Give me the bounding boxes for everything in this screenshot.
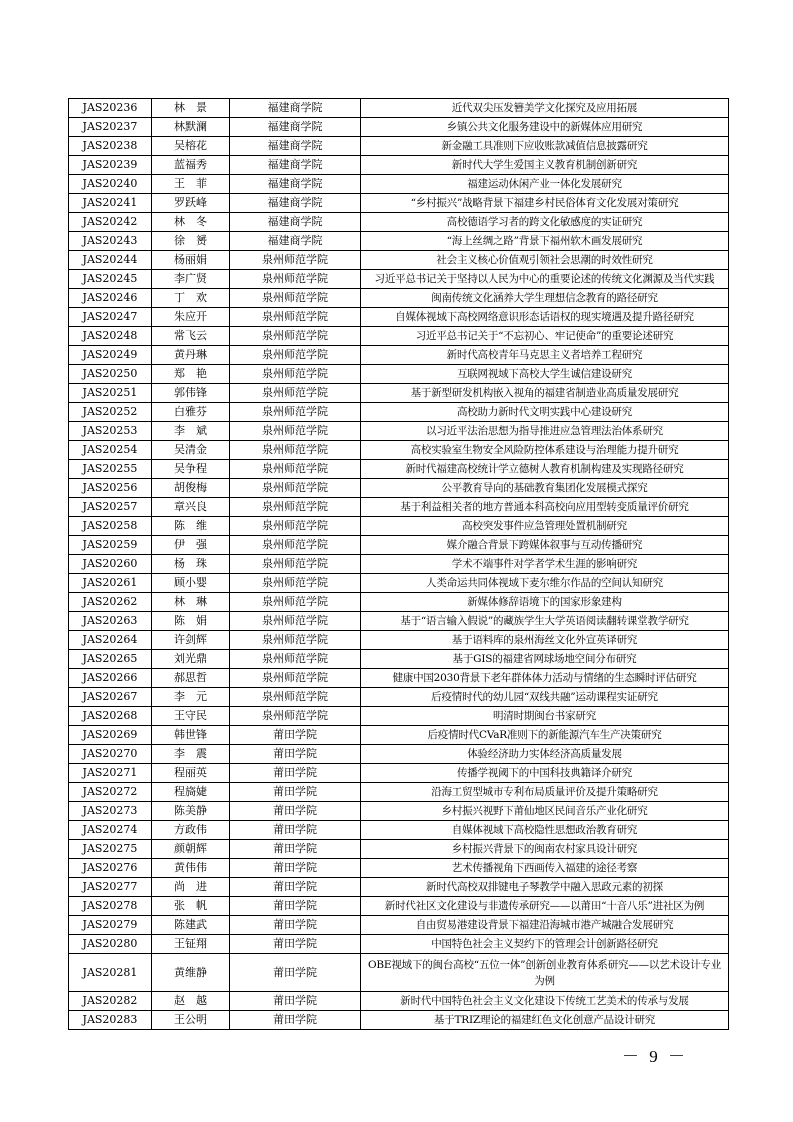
institution-cell: 莆田学院 [230,783,361,802]
institution-cell: 莆田学院 [230,859,361,878]
applicant-name-cell: 吴争程 [152,460,230,479]
project-code-cell: JAS20258 [69,517,152,536]
project-code-cell: JAS20240 [69,175,152,194]
project-code-cell: JAS20273 [69,802,152,821]
institution-cell: 莆田学院 [230,897,361,916]
applicant-name-cell: 黄丹琳 [152,346,230,365]
project-title-cell: 传播学视阈下的中国科技典籍译介研究 [361,764,729,783]
project-title-cell: 媒介融合背景下跨媒体叙事与互动传播研究 [361,536,729,555]
institution-cell: 泉州师范学院 [230,308,361,327]
table-row [69,783,729,802]
table-row [69,137,729,156]
project-title-cell: 中国特色社会主义契约下的管理会计创新路径研究 [361,935,729,954]
table-row [69,954,729,992]
applicant-name-cell: 王钲翔 [152,935,230,954]
project-code-cell: JAS20282 [69,992,152,1011]
institution-cell: 泉州师范学院 [230,669,361,688]
project-title-cell: 新时代高校青年马克思主义者培养工程研究 [361,346,729,365]
applicant-name-cell: 陈 娟 [152,612,230,631]
table-row [69,536,729,555]
table-row [69,251,729,270]
project-title-cell: 习近平总书记关于“不忘初心、牢记使命”的重要论述研究 [361,327,729,346]
project-code-cell: JAS20245 [69,270,152,289]
applicant-name-cell: 罗跃峰 [152,194,230,213]
project-code-cell: JAS20243 [69,232,152,251]
project-title-cell: 自由贸易港建设背景下福建沿海城市港产城融合发展研究 [361,916,729,935]
table-row [69,631,729,650]
table-row [69,517,729,536]
table-row [69,498,729,517]
institution-cell: 泉州师范学院 [230,384,361,403]
table-row [69,175,729,194]
applicant-name-cell: 胡俊梅 [152,479,230,498]
institution-cell: 泉州师范学院 [230,536,361,555]
table-row [69,384,729,403]
project-code-cell: JAS20267 [69,688,152,707]
applicant-name-cell: 林 冬 [152,213,230,232]
project-title-cell: 新时代社区文化建设与非遗传承研究——以莆田“十音八乐”进社区为例 [361,897,729,916]
applicant-name-cell: 陈美静 [152,802,230,821]
institution-cell: 莆田学院 [230,1011,361,1030]
table-row [69,441,729,460]
table-row [69,612,729,631]
applicant-name-cell: 林默澜 [152,118,230,137]
project-code-cell: JAS20269 [69,726,152,745]
project-title-cell: 闽南传统文化涵养大学生理想信念教育的路径研究 [361,289,729,308]
applicant-name-cell: 许剑辉 [152,631,230,650]
project-title-cell: “海上丝绸之路”背景下福州软木画发展研究 [361,232,729,251]
institution-cell: 泉州师范学院 [230,707,361,726]
project-title-cell: 互联网视域下高校大学生诚信建设研究 [361,365,729,384]
project-title-cell: 基于语料库的泉州海丝文化外宣英译研究 [361,631,729,650]
applicant-name-cell: 郭伟锋 [152,384,230,403]
project-title-cell: 新时代大学生爱国主义教育机制创新研究 [361,156,729,175]
project-title-cell: 新时代中国特色社会主义文化建设下传统工艺美术的传承与发展 [361,992,729,1011]
project-title-cell: 新金融工具准则下应收账款减值信息披露研究 [361,137,729,156]
project-title-cell: 新时代高校双排键电子琴教学中融入思政元素的初探 [361,878,729,897]
institution-cell: 泉州师范学院 [230,574,361,593]
applicant-name-cell: 张 帆 [152,897,230,916]
table-row [69,897,729,916]
table-row [69,460,729,479]
project-code-cell: JAS20252 [69,403,152,422]
institution-cell: 莆田学院 [230,802,361,821]
project-title-cell: 学术不端事件对学者学术生涯的影响研究 [361,555,729,574]
applicant-name-cell: 方政伟 [152,821,230,840]
project-code-cell: JAS20271 [69,764,152,783]
applicant-name-cell: 朱应开 [152,308,230,327]
institution-cell: 福建商学院 [230,232,361,251]
project-title-cell: 健康中国2030背景下老年群体体力活动与情绪的生态瞬时评估研究 [361,669,729,688]
table-row [69,593,729,612]
project-code-cell: JAS20259 [69,536,152,555]
applicant-name-cell: 吴榕花 [152,137,230,156]
institution-cell: 莆田学院 [230,935,361,954]
table-row [69,802,729,821]
table-row [69,365,729,384]
applicant-name-cell: 陈建武 [152,916,230,935]
institution-cell: 莆田学院 [230,726,361,745]
project-code-cell: JAS20281 [69,954,152,992]
project-title-cell: “乡村振兴”战略背景下福建乡村民俗体育文化发展对策研究 [361,194,729,213]
applicant-name-cell: 程丽英 [152,764,230,783]
table-row [69,194,729,213]
institution-cell: 泉州师范学院 [230,555,361,574]
institution-cell: 泉州师范学院 [230,593,361,612]
applicant-name-cell: 程旖婕 [152,783,230,802]
applicant-name-cell: 刘光鼎 [152,650,230,669]
table-row [69,403,729,422]
project-code-cell: JAS20272 [69,783,152,802]
table-row [69,289,729,308]
applicant-name-cell: 王公明 [152,1011,230,1030]
project-title-cell: 社会主义核心价值观引领社会思潮的时效性研究 [361,251,729,270]
institution-cell: 莆田学院 [230,954,361,992]
project-code-cell: JAS20270 [69,745,152,764]
project-code-cell: JAS20248 [69,327,152,346]
project-code-cell: JAS20246 [69,289,152,308]
applicant-name-cell: 郝思哲 [152,669,230,688]
table-row [69,764,729,783]
project-code-cell: JAS20250 [69,365,152,384]
project-code-cell: JAS20279 [69,916,152,935]
institution-cell: 莆田学院 [230,878,361,897]
institution-cell: 泉州师范学院 [230,403,361,422]
project-code-cell: JAS20264 [69,631,152,650]
applicant-name-cell: 林 琳 [152,593,230,612]
project-code-cell: JAS20265 [69,650,152,669]
project-title-cell: 后疫情时代CVaR准则下的新能源汽车生产决策研究 [361,726,729,745]
institution-cell: 泉州师范学院 [230,441,361,460]
table-row [69,726,729,745]
project-code-cell: JAS20277 [69,878,152,897]
project-title-cell: 自媒体视域下高校隐性思想政治教育研究 [361,821,729,840]
institution-cell: 泉州师范学院 [230,251,361,270]
applicant-name-cell: 丁 欢 [152,289,230,308]
institution-cell: 泉州师范学院 [230,498,361,517]
applicant-name-cell: 杨 珠 [152,555,230,574]
table-row [69,308,729,327]
project-title-cell: 明清时期闽台书家研究 [361,707,729,726]
institution-cell: 泉州师范学院 [230,365,361,384]
institution-cell: 泉州师范学院 [230,517,361,536]
institution-cell: 泉州师范学院 [230,479,361,498]
project-title-cell: 艺术传播视角下西画传入福建的途径考察 [361,859,729,878]
table-row [69,422,729,441]
table-row [69,346,729,365]
project-code-cell: JAS20244 [69,251,152,270]
project-title-cell: 近代双尖压发簪美学文化探究及应用拓展 [361,99,729,118]
institution-cell: 莆田学院 [230,916,361,935]
project-title-cell: 基于新型研发机构嵌入视角的福建省制造业高质量发展研究 [361,384,729,403]
project-title-cell: 习近平总书记关于坚持以人民为中心的重要论述的传统文化渊源及当代实践 [361,270,729,289]
table-row [69,935,729,954]
project-code-cell: JAS20275 [69,840,152,859]
project-title-cell: 基于GIS的福建省网球场地空间分布研究 [361,650,729,669]
project-code-cell: JAS20260 [69,555,152,574]
table-row [69,688,729,707]
project-title-cell: 新媒体修辞语境下的国家形象建构 [361,593,729,612]
table-row [69,213,729,232]
project-code-cell: JAS20241 [69,194,152,213]
table-row [69,745,729,764]
table-row [69,1011,729,1030]
project-code-cell: JAS20280 [69,935,152,954]
applicant-name-cell: 李 元 [152,688,230,707]
table-row [69,574,729,593]
institution-cell: 泉州师范学院 [230,650,361,669]
institution-cell: 莆田学院 [230,745,361,764]
applicant-name-cell: 李广贤 [152,270,230,289]
project-title-cell: 新时代福建高校统计学立德树人教育机制构建及实现路径研究 [361,460,729,479]
project-code-cell: JAS20251 [69,384,152,403]
institution-cell: 泉州师范学院 [230,688,361,707]
project-title-cell: 人类命运共同体视域下麦尔维尔作品的空间认知研究 [361,574,729,593]
project-code-cell: JAS20239 [69,156,152,175]
applicant-name-cell: 郑 艳 [152,365,230,384]
project-title-cell: 自媒体视域下高校网络意识形态话语权的现实境遇及提升路径研究 [361,308,729,327]
project-code-cell: JAS20274 [69,821,152,840]
project-title-cell: 福建运动休闲产业一体化发展研究 [361,175,729,194]
institution-cell: 泉州师范学院 [230,270,361,289]
table-row [69,99,729,118]
project-title-cell: 高校突发事件应急管理处置机制研究 [361,517,729,536]
project-title-cell: 乡村振兴视野下莆仙地区民间音乐产业化研究 [361,802,729,821]
table-row [69,859,729,878]
project-code-cell: JAS20278 [69,897,152,916]
institution-cell: 莆田学院 [230,764,361,783]
institution-cell: 福建商学院 [230,175,361,194]
applicant-name-cell: 王 菲 [152,175,230,194]
project-code-cell: JAS20237 [69,118,152,137]
applicant-name-cell: 吴清金 [152,441,230,460]
table-row [69,156,729,175]
institution-cell: 福建商学院 [230,137,361,156]
project-title-cell: OBE视域下的闽台高校“五位一体”创新创业教育体系研究——以艺术设计专业为例 [361,954,729,992]
institution-cell: 泉州师范学院 [230,612,361,631]
table-row [69,821,729,840]
institution-cell: 福建商学院 [230,194,361,213]
table-row [69,479,729,498]
project-title-cell: 基于“语言输入假说”的藏族学生大学英语阅读翻转课堂教学研究 [361,612,729,631]
applicant-name-cell: 白雅芬 [152,403,230,422]
institution-cell: 泉州师范学院 [230,327,361,346]
project-code-cell: JAS20254 [69,441,152,460]
applicant-name-cell: 章兴良 [152,498,230,517]
institution-cell: 泉州师范学院 [230,422,361,441]
project-title-cell: 乡镇公共文化服务建设中的新媒体应用研究 [361,118,729,137]
applicant-name-cell: 陈 维 [152,517,230,536]
institution-cell: 莆田学院 [230,821,361,840]
applicant-name-cell: 黄伟伟 [152,859,230,878]
institution-cell: 福建商学院 [230,156,361,175]
project-title-cell: 后疫情时代的幼儿园“双线共融”运动课程实证研究 [361,688,729,707]
applicant-name-cell: 李 斌 [152,422,230,441]
applicant-name-cell: 杨丽娟 [152,251,230,270]
project-table-body [69,99,729,1030]
applicant-name-cell: 赵 越 [152,992,230,1011]
institution-cell: 莆田学院 [230,992,361,1011]
applicant-name-cell: 蓝福秀 [152,156,230,175]
table-row [69,118,729,137]
applicant-name-cell: 伊 强 [152,536,230,555]
applicant-name-cell: 颜朝辉 [152,840,230,859]
applicant-name-cell: 常飞云 [152,327,230,346]
table-row [69,327,729,346]
project-table [68,98,729,1030]
project-code-cell: JAS20276 [69,859,152,878]
project-code-cell: JAS20261 [69,574,152,593]
table-row [69,232,729,251]
table-row [69,650,729,669]
table-row [69,840,729,859]
project-title-cell: 高校实验室生物安全风险防控体系建设与治理能力提升研究 [361,441,729,460]
applicant-name-cell: 李 震 [152,745,230,764]
applicant-name-cell: 黄维静 [152,954,230,992]
project-title-cell: 沿海工贸型城市专利布局质量评价及提升策略研究 [361,783,729,802]
project-title-cell: 高校德语学习者的跨文化敏感度的实证研究 [361,213,729,232]
table-row [69,707,729,726]
project-code-cell: JAS20266 [69,669,152,688]
project-code-cell: JAS20253 [69,422,152,441]
applicant-name-cell: 韩世锋 [152,726,230,745]
project-code-cell: JAS20249 [69,346,152,365]
institution-cell: 泉州师范学院 [230,289,361,308]
applicant-name-cell: 顾小婴 [152,574,230,593]
project-code-cell: JAS20236 [69,99,152,118]
project-code-cell: JAS20257 [69,498,152,517]
table-row [69,916,729,935]
institution-cell: 福建商学院 [230,99,361,118]
institution-cell: 福建商学院 [230,118,361,137]
project-code-cell: JAS20255 [69,460,152,479]
project-title-cell: 高校助力新时代文明实践中心建设研究 [361,403,729,422]
institution-cell: 莆田学院 [230,840,361,859]
project-code-cell: JAS20263 [69,612,152,631]
project-code-cell: JAS20256 [69,479,152,498]
institution-cell: 福建商学院 [230,213,361,232]
table-row [69,555,729,574]
institution-cell: 泉州师范学院 [230,631,361,650]
project-code-cell: JAS20242 [69,213,152,232]
applicant-name-cell: 徐 赟 [152,232,230,251]
table-row [69,270,729,289]
project-code-cell: JAS20268 [69,707,152,726]
applicant-name-cell: 林 景 [152,99,230,118]
project-code-cell: JAS20283 [69,1011,152,1030]
applicant-name-cell: 尚 进 [152,878,230,897]
project-code-cell: JAS20247 [69,308,152,327]
project-title-cell: 体验经济助力实体经济高质量发展 [361,745,729,764]
project-title-cell: 乡村振兴背景下的闽南农村家具设计研究 [361,840,729,859]
project-title-cell: 以习近平法治思想为指导推进应急管理法治体系研究 [361,422,729,441]
page-number: － 9 － [622,1047,688,1066]
project-code-cell: JAS20262 [69,593,152,612]
table-row [69,878,729,897]
institution-cell: 泉州师范学院 [230,460,361,479]
project-title-cell: 公平教育导向的基础教育集团化发展模式探究 [361,479,729,498]
table-row [69,992,729,1011]
applicant-name-cell: 王守民 [152,707,230,726]
project-title-cell: 基于TRIZ理论的福建红色文化创意产品设计研究 [361,1011,729,1030]
project-code-cell: JAS20238 [69,137,152,156]
institution-cell: 泉州师范学院 [230,346,361,365]
table-row [69,669,729,688]
project-title-cell: 基于利益相关者的地方普通本科高校向应用型转变质量评价研究 [361,498,729,517]
